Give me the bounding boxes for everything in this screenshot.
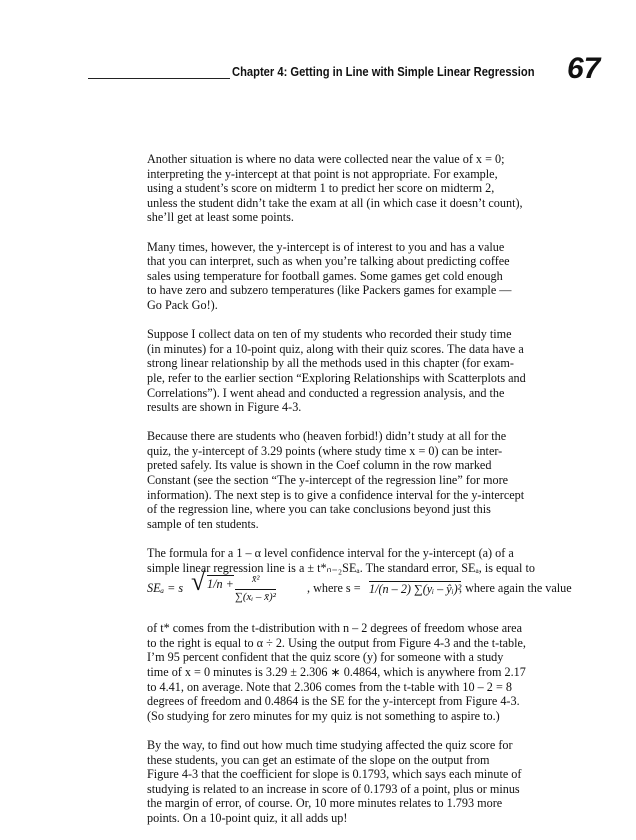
text-line: Figure 4-3 that the coefficient for slope is 0.1793, which says each minute of: [147, 767, 522, 782]
paragraph: [147, 327, 587, 415]
formula-where: , where s =: [307, 581, 361, 596]
text-line: I’m 95 percent confident that the quiz score (y) for someone with a study: [147, 650, 504, 665]
text-line: quiz, the y-intercept of 3.29 points (where study time x = 0) can be inter-: [147, 443, 503, 458]
text-line: simple linear regression line is a ± t*ₙ₋₂SEₐ. The standard error, SEₐ, is equal to: [147, 560, 535, 575]
text-line: ple, refer to the earlier section “Exploring Relationships with Scatterplots and: [147, 370, 526, 385]
text-line: information). The next step is to give a confidence interval for the y-intercept: [147, 487, 525, 502]
text-line: results are shown in Figure 4-3.: [147, 400, 302, 415]
text-line: to 4.41, on average. Note that 2.306 comes from the t-table with 10 – 2 = 8: [147, 679, 512, 694]
paragraph: [147, 738, 587, 826]
text-line: Because there are students who (heaven forbid!) didn’t study at all for the: [147, 429, 507, 444]
text-line: Suppose I collect data on ten of my students who recorded their study time: [147, 327, 512, 342]
text-line: time of x = 0 minutes is 3.29 ± 2.306 ∗ 0.4864, which is anywhere from 2.17: [147, 665, 526, 679]
paragraph: [147, 152, 587, 225]
paragraph: [147, 240, 587, 313]
paragraph: [147, 546, 587, 575]
text-line: sales using temperature for football games. Some games get cold enough: [147, 268, 503, 283]
text-line: strong linear relationship by all the methods used in this chapter (for exam-: [147, 356, 514, 371]
text-line: Correlations”). I went ahead and conducted a regression analysis, and the: [147, 385, 505, 400]
page-number: 67: [567, 52, 601, 85]
formula-s-expr: 1/(n – 2) ∑(yᵢ – ŷᵢ)²: [369, 582, 462, 597]
formula-frac2-den: ∑(xᵢ – x̄)²: [235, 591, 276, 604]
paragraph: [147, 621, 587, 723]
text-line: Another situation is where no data were collected near the value of x = 0;: [147, 152, 505, 166]
text-line: to have zero and subzero temperatures (like Packers games for example —: [147, 283, 512, 298]
header-rule: [88, 78, 230, 79]
text-line: By the way, to find out how much time studying affected the quiz score for: [147, 737, 513, 752]
text-line: The formula for a 1 – α level confidence interval for the y-intercept (a) of a: [147, 546, 514, 561]
formula-lhs: SEₐ = s: [147, 581, 184, 596]
text-line: points. On a 10-point quiz, it all adds up!: [147, 810, 348, 825]
text-line: degrees of freedom and 0.4864 is the SE for the y-intercept from Figure 4-3.: [147, 694, 520, 709]
text-line: the margin of error, of course. Or, 10 more minutes relates to 1.793 more: [147, 796, 503, 811]
text-line: that you can interpret, such as when you’re talking about predicting coffee: [147, 254, 510, 269]
text-line: studying is related to an increase in score of 0.1793 of a point, plus or minus: [147, 781, 520, 796]
text-line: of t* comes from the t-distribution with n – 2 degrees of freedom whose area: [147, 621, 522, 636]
text-line: Go Pack Go!).: [147, 297, 218, 312]
text-line: of the regression line, where you can take conclusions beyond just this: [147, 502, 491, 517]
text-line: unless the student didn’t take the exam at all (in which case it doesn’t count),: [147, 195, 523, 210]
formula-tail: , where again the value: [459, 581, 572, 596]
body-text: [147, 152, 587, 840]
text-line: (in minutes) for a 10-point quiz, along with their quiz scores. The data have a: [147, 341, 524, 356]
text-line: using a student’s score on midterm 1 to predict her score on midterm 2,: [147, 181, 495, 196]
formula-frac2-num: x̄²: [252, 574, 260, 586]
text-line: Many times, however, the y-intercept is of interest to you and has a value: [147, 239, 505, 254]
formula-frac1: 1/n +: [207, 577, 234, 592]
text-line: these students, you can get an estimate of the slope on the output from: [147, 752, 490, 767]
sqrt-sign: √: [191, 567, 206, 597]
text-line: Constant (see the section “The y-intercept of the regression line” for more: [147, 473, 509, 488]
text-line: sample of ten students.: [147, 516, 259, 531]
chapter-title: Chapter 4: Getting in Line with Simple Linear Regression: [232, 64, 535, 79]
text-line: (So studying for zero minutes for my quiz is not something to aspire to.): [147, 708, 500, 723]
text-line: preted safely. Its value is shown in the Coef column in the row marked: [147, 458, 492, 473]
text-line: she’ll get at least some points.: [147, 210, 294, 225]
text-line: interpreting the y-intercept at that point is not appropriate. For example,: [147, 166, 498, 181]
paragraph: [147, 429, 587, 531]
text-line: to the right is equal to α ÷ 2. Using the output from Figure 4-3 and the t-table,: [147, 635, 526, 650]
